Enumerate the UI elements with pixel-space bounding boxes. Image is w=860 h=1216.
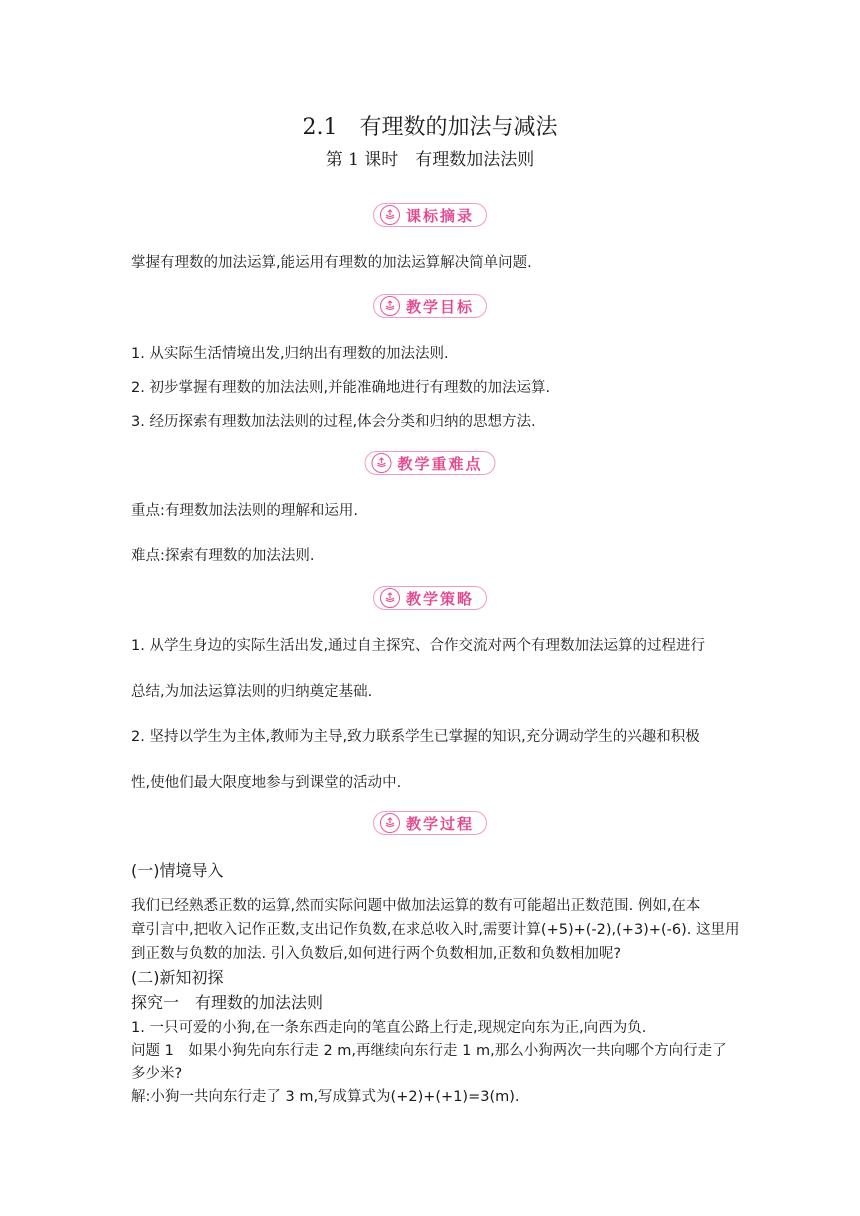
- standard-text: 掌握有理数的加法运算,能运用有理数的加法运算解决简单问题.: [131, 255, 532, 271]
- objective-item: 1. 从实际生活情境出发,归纳出有理数的加法法则.: [131, 346, 449, 362]
- intro-line: 我们已经熟悉正数的运算,然而实际问题中做加法运算的数有可能超出正数范围. 例如,在本: [131, 898, 701, 914]
- strategy-line: 总结,为加法运算法则的归纳奠定基础.: [131, 684, 373, 700]
- section-badge-key-points: [364, 451, 495, 475]
- badge-label: 教学目标: [405, 297, 475, 316]
- page-subtitle: 第 1 课时 有理数加法法则: [325, 150, 535, 170]
- book-stack-icon: [380, 296, 400, 316]
- section-heading-new-knowledge: (二)新知初探: [131, 968, 224, 987]
- book-stack-icon: [380, 588, 400, 608]
- page-title: 2.1 有理数的加法与减法: [302, 115, 558, 140]
- badge-label: 教学过程: [405, 814, 475, 833]
- book-stack-icon: [371, 453, 391, 473]
- strategy-line: 2. 坚持以学生为主体,教师为主导,致力联系学生已掌握的知识,充分调动学生的兴趣和积极: [131, 729, 700, 745]
- difficulty-text: 难点:探索有理数的加法法则.: [131, 548, 315, 564]
- key-point-text: 重点:有理数加法法则的理解和运用.: [131, 503, 358, 519]
- section-badge-process: [373, 811, 487, 835]
- objective-item: 3. 经历探索有理数加法法则的过程,体会分类和归纳的思想方法.: [131, 414, 536, 430]
- explore-item: 1. 一只可爱的小狗,在一条东西走向的笔直公路上行走,现规定向东为正,向西为负.: [131, 1020, 647, 1036]
- objective-item: 2. 初步掌握有理数的加法法则,并能准确地进行有理数的加法运算.: [131, 380, 551, 396]
- section-badge-strategy: [373, 586, 487, 610]
- section-heading-intro: (一)情境导入: [131, 861, 224, 880]
- answer-line: 解:小狗一共向东行走了 3 m,写成算式为(+2)+(+1)=3(m).: [131, 1089, 520, 1105]
- intro-line: 到正数与负数的加法. 引入负数后,如何进行两个负数相加,正数和负数相加呢?: [131, 946, 622, 962]
- section-badge-objectives: [373, 294, 487, 318]
- intro-line: 章引言中,把收入记作正数,支出记作负数,在求总收入时,需要计算(+5)+(-2),(+3)+(-6). 这里用: [131, 922, 740, 938]
- explore-heading: 探究一 有理数的加法法则: [131, 993, 324, 1012]
- question-line: 问题 1 如果小狗先向东行走 2 m,再继续向东行走 1 m,那么小狗两次一共向哪个方向行走了: [131, 1043, 727, 1059]
- section-badge-standard: [373, 203, 487, 227]
- badge-label: 教学重难点: [397, 454, 483, 473]
- strategy-line: 性,使他们最大限度地参与到课堂的活动中.: [131, 775, 402, 791]
- question-line: 多少米?: [131, 1066, 183, 1082]
- book-stack-icon: [380, 813, 400, 833]
- badge-label: 教学策略: [405, 589, 475, 608]
- badge-label: 课标摘录: [405, 206, 475, 225]
- book-stack-icon: [380, 205, 400, 225]
- strategy-line: 1. 从学生身边的实际生活出发,通过自主探究、合作交流对两个有理数加法运算的过程进行: [131, 638, 706, 654]
